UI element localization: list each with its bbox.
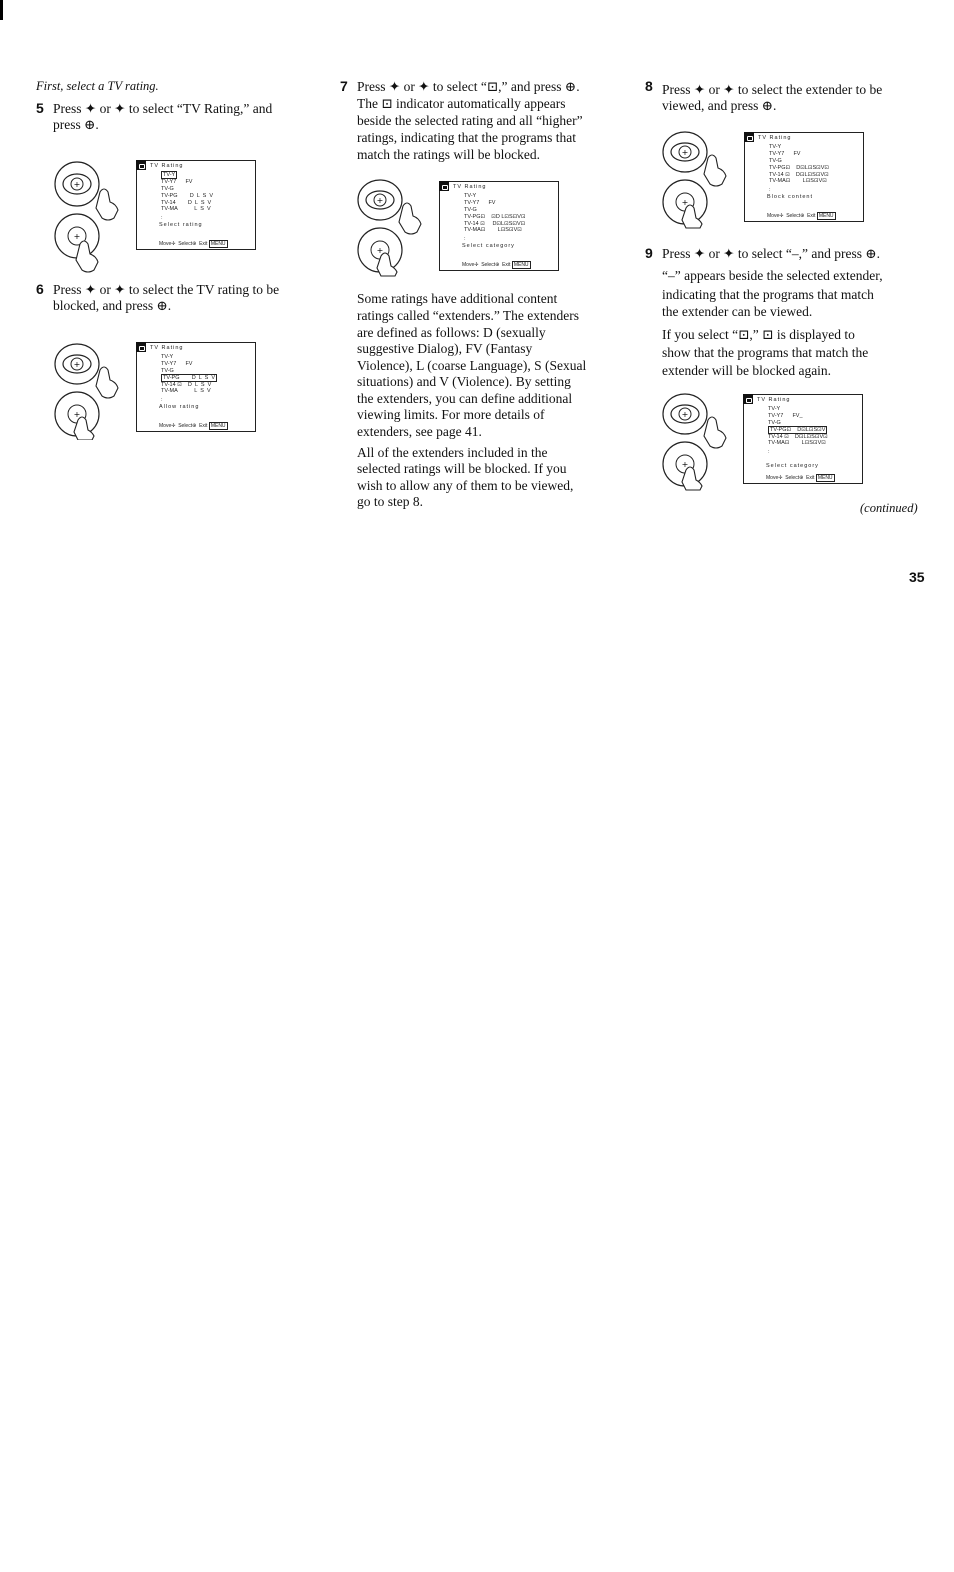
rating-row: TV-Y7 FV <box>161 360 193 367</box>
remote-control-illustration-9 <box>660 392 742 492</box>
paragraph-line: All of the extenders included in the <box>357 445 548 460</box>
step-7-line-1: Press ✦ or ✦ to select “⊡,” and press ⊕. <box>357 79 580 94</box>
paragraph-line: wish to allow any of them to be viewed, <box>357 478 574 493</box>
dash-option: : <box>161 215 163 221</box>
rating-rows <box>464 193 526 234</box>
step-8-line-2: viewed, and press ⊕. <box>662 98 777 113</box>
paragraph-line: Violence), L (coarse Language), S (Sexual <box>357 358 587 373</box>
dash-option: : <box>161 397 163 403</box>
screen-footer: Move✢ Select⊕ Exit MENU <box>462 262 529 269</box>
rating-row: TV-MA L S V <box>161 388 211 395</box>
rating-row: TV-PG⊡ ⊡D L⊡S⊡V⊡ <box>464 213 526 220</box>
screen-footer: Move✢ Select⊕ Exit MENU <box>767 213 834 220</box>
svg-text:+: + <box>73 232 81 241</box>
screen-title: TV Rating <box>150 163 184 169</box>
screen-footer: Move✢ Select⊕ Exit MENU <box>159 241 226 248</box>
svg-text:+: + <box>73 180 81 189</box>
screen-title: TV Rating <box>758 135 792 141</box>
paragraph-line: extenders, see page 41. <box>357 424 482 439</box>
page-number: 35 <box>909 569 925 585</box>
step-6-line-2: blocked, and press ⊕. <box>53 298 172 313</box>
paragraph-line: are defined as follows: D (sexually <box>357 325 546 340</box>
screen-title: TV Rating <box>453 184 487 190</box>
svg-text:+: + <box>376 246 384 255</box>
paragraph-line: the extender can be viewed. <box>662 304 813 319</box>
rating-row: TV-PG⊡ D⊡L⊡S⊡V⊡ <box>769 164 830 171</box>
rating-row: TV-G <box>161 367 174 374</box>
rating-row: TV-G <box>161 185 174 192</box>
rating-row: TV-14 ⊡ D⊡L⊡S⊡V⊡ <box>768 433 828 440</box>
tv-rating-screen-5 <box>136 160 256 250</box>
rating-rows <box>161 172 213 213</box>
paragraph-line: ratings called “extenders.” The extenders <box>357 308 580 323</box>
rating-row: TV-14 D L S V <box>161 199 212 206</box>
rating-row: TV-Y7 FV <box>161 178 193 185</box>
rating-row: TV-MA⊡ L⊡S⊡V⊡ <box>464 227 522 234</box>
rating-row: TV-14 ⊡ D⊡L⊡S⊡V⊡ <box>769 171 829 178</box>
paragraph-line: Some ratings have additional content <box>357 291 558 306</box>
rating-row: TV-Y <box>163 172 176 178</box>
screen-category: Select category <box>766 463 819 469</box>
rating-rows <box>769 144 829 185</box>
rating-row: TV-PG⊡ D⊡L⊡S⊡V <box>770 426 826 433</box>
svg-text:+: + <box>681 148 689 157</box>
tv-rating-screen-9 <box>743 394 863 484</box>
step-6-line-1: Press ✦ or ✦ to select the TV rating to be <box>53 282 280 297</box>
remote-control-illustration-5 <box>52 158 134 276</box>
lock-icon <box>439 181 449 191</box>
remote-control-illustration-6 <box>52 340 134 440</box>
paragraph-line: indicating that the programs that match <box>662 287 874 302</box>
rating-row: TV-G <box>769 157 782 164</box>
paragraph-line: suggestive Dialog), FV (Fantasy <box>357 341 533 356</box>
rating-row: TV-Y7 FV <box>464 199 496 206</box>
lock-icon <box>136 160 146 170</box>
rating-row: TV-Y <box>769 144 782 150</box>
screen-category: Select category <box>462 243 515 249</box>
svg-text:+: + <box>681 410 689 419</box>
page-edge-mark <box>0 0 3 20</box>
rating-row: TV-PG D L S V <box>163 374 216 381</box>
svg-text:+: + <box>376 196 384 205</box>
screen-footer: Move✢ Select⊕ Exit MENU <box>766 475 833 482</box>
svg-text:+: + <box>73 410 81 419</box>
dash-option: : <box>769 187 771 193</box>
paragraph-line: selected ratings will be blocked. If you <box>357 461 567 476</box>
rating-row: TV-G <box>768 419 781 426</box>
screen-footer: Move✢ Select⊕ Exit MENU <box>159 423 226 430</box>
lock-icon <box>743 394 753 404</box>
step-9-line-1: Press ✦ or ✦ to select “–,” and press ⊕. <box>662 246 881 261</box>
step-6-number: 6 <box>36 281 44 297</box>
intro-text: First, select a TV rating. <box>36 79 159 93</box>
tv-rating-screen-8 <box>744 132 864 222</box>
step-5-number: 5 <box>36 100 44 116</box>
step-5-line-2: press ⊕. <box>53 117 99 132</box>
step-7-line-4: ratings, indicating that the programs that <box>357 130 576 145</box>
paragraph-line: show that the programs that match the <box>662 345 869 360</box>
rating-row: TV-PG D L S V <box>161 192 214 199</box>
paragraph-line: go to step 8. <box>357 494 423 509</box>
step-7-line-5: match the ratings will be blocked. <box>357 147 540 162</box>
lock-icon <box>136 342 146 352</box>
rating-row: TV-Y7 FV_ <box>768 412 803 419</box>
rating-row: TV-14 ⊡ D⊡L⊡S⊡V⊡ <box>464 220 526 227</box>
rating-row: TV-MA⊡ L⊡S⊡V⊡ <box>768 440 826 447</box>
rating-row: TV-14 ⊡ D L S V <box>161 381 212 388</box>
step-7-number: 7 <box>340 78 348 94</box>
rating-row: TV-Y <box>161 354 174 360</box>
lock-icon <box>744 132 754 142</box>
step-9-number: 9 <box>645 245 653 261</box>
rating-row: TV-MA L S V <box>161 206 211 213</box>
paragraph-line: “–” appears beside the selected extender, <box>662 268 883 283</box>
screen-title: TV Rating <box>150 345 184 351</box>
svg-text:+: + <box>73 360 81 369</box>
rating-row: TV-Y7 FV <box>769 150 801 157</box>
screen-category: Allow rating <box>159 404 200 410</box>
tv-rating-screen-6 <box>136 342 256 432</box>
screen-category: Select rating <box>159 222 203 228</box>
rating-rows <box>768 406 828 447</box>
paragraph-line: If you select “⊡,” ⊡ is displayed to <box>662 327 855 342</box>
screen-title: TV Rating <box>757 397 791 403</box>
step-7-line-3: beside the selected rating and all “higher” <box>357 113 583 128</box>
step-5-line-1: Press ✦ or ✦ to select “TV Rating,” and <box>53 101 273 116</box>
remote-control-illustration-8 <box>660 130 742 230</box>
paragraph-line: the extenders, you can define additional <box>357 391 573 406</box>
svg-text:+: + <box>681 460 689 469</box>
paragraph-line: extender will be blocked again. <box>662 363 832 378</box>
step-7-line-2: The ⊡ indicator automatically appears <box>357 96 566 111</box>
remote-control-illustration-7 <box>355 178 437 278</box>
screen-category: Block content <box>767 194 814 200</box>
rating-row: TV-G <box>464 206 477 213</box>
dash-option: : <box>464 236 466 242</box>
paragraph-line: viewing limits. For more details of <box>357 407 545 422</box>
rating-row: TV-MA⊡ L⊡S⊡V⊡ <box>769 178 827 185</box>
tv-rating-screen-7 <box>439 181 559 271</box>
rating-row: TV-Y <box>768 406 781 412</box>
dash-option: : <box>768 449 770 455</box>
rating-rows <box>161 354 217 395</box>
svg-text:+: + <box>681 198 689 207</box>
paragraph-line: situations) and V (Violence). By setting <box>357 374 571 389</box>
continued-note: (continued) <box>860 501 918 515</box>
step-8-line-1: Press ✦ or ✦ to select the extender to be <box>662 82 883 97</box>
step-8-number: 8 <box>645 78 653 94</box>
rating-row: TV-Y <box>464 193 477 199</box>
